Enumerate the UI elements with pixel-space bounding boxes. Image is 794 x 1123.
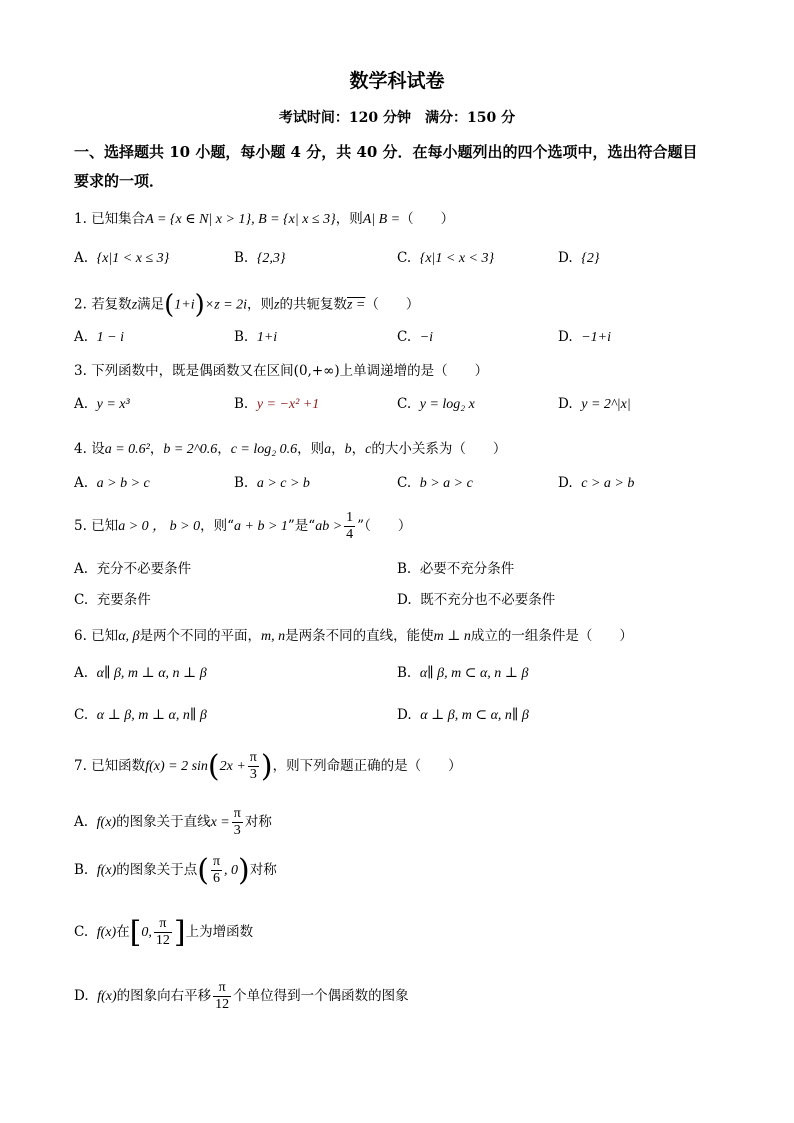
- q3-option-b: B. y = −x² +1: [234, 396, 320, 412]
- q7-option-a: A. f(x)的图象关于直线x = $\frac{\pi}{3}$ 对称: [74, 806, 272, 838]
- q2-option-d: D. −1+i: [558, 329, 612, 345]
- q7-option-c: C. f(x)在[0, $\frac{\pi}{12}$ ]上为增函数: [74, 915, 254, 950]
- q6-option-d: D. α ⊥ β, m ⊂ α, n∥ β: [397, 707, 529, 723]
- q3-option-a: A. y = x³: [74, 396, 130, 412]
- q4-option-d: D. c > a > b: [558, 475, 635, 491]
- q6-option-b: B. α∥ β, m ⊂ α, n ⊥ β: [397, 665, 529, 681]
- q5-option-b: B. 必要不充分条件: [397, 561, 515, 577]
- question-1: 1. 已知集合A = {x ∈ N| x > 1}, B = {x| x ≤ 3}，则A| B =（ ）: [74, 211, 455, 227]
- question-6: 6. 已知α, β是两个不同的平面，m, n是两条不同的直线，能使m ⊥ n成立的一组条件是（ ）: [74, 628, 633, 644]
- q1-option-c: C. {x|1 < x < 3}: [397, 250, 495, 266]
- q2-option-b: B. 1+i: [234, 329, 278, 345]
- set-b: , B = {x| x ≤ 3}: [251, 212, 336, 227]
- question-3: 3. 下列函数中，既是偶函数又在区间(0,+∞)上单调递增的是（ ）: [74, 363, 489, 379]
- q5-option-c: C. 充要条件: [74, 592, 151, 608]
- set-a: A = {x ∈ N| x > 1}: [145, 212, 252, 227]
- q2-option-c: C. −i: [397, 329, 434, 345]
- q4-option-c: C. b > a > c: [397, 475, 473, 491]
- q1-option-d: D. {2}: [558, 250, 600, 266]
- q7-option-b: B. f(x)的图象关于点( $\frac{\pi}{6}$ , 0)对称: [74, 853, 277, 888]
- q4-option-a: A. a > b > c: [74, 475, 150, 491]
- q6-option-c: C. α ⊥ β, m ⊥ α, n∥ β: [74, 707, 207, 723]
- q5-option-a: A. 充分不必要条件: [74, 561, 192, 577]
- q2-option-a: A. 1 − i: [74, 329, 124, 345]
- q7-option-d: D. f(x)的图象向右平移 $\frac{\pi}{12}$ 个单位得到一个偶函数的图象: [74, 980, 409, 1012]
- section-heading-line2: 要求的一项．: [74, 172, 165, 190]
- section-heading-line1: 一、选择题共 10 小题，每小题 4 分，共 40 分．在每小题列出的四个选项中，选出符合题目: [74, 143, 698, 161]
- q1-option-a: A. {x|1 < x ≤ 3}: [74, 250, 170, 266]
- q4-option-b: B. a > c > b: [234, 475, 310, 491]
- exam-info: 考试时间：120 分钟 满分：150 分: [278, 110, 516, 126]
- question-7: 7. 已知函数f(x) = 2 sin(2x + $\frac{\pi}{3}$ )，则下列命题正确的是（ ）: [74, 749, 462, 784]
- q3-option-c: C. y = log₂ x: [397, 396, 475, 412]
- q6-option-a: A. α∥ β, m ⊥ α, n ⊥ β: [74, 665, 207, 681]
- q1-option-b: B. {2,3}: [234, 250, 286, 266]
- q5-option-d: D. 既不充分也不必要条件: [397, 592, 556, 608]
- page-title: 数学科试卷: [349, 70, 445, 92]
- question-4: 4. 设a = 0.6²，b = 2^0.6，c = log₂ 0.6，则a，b，c的大小关系为（ ）: [74, 441, 507, 457]
- q3-option-d: D. y = 2^|x|: [558, 396, 631, 412]
- question-2: 2. 若复数z满足(1+i)×z = 2i，则z的共轭复数z =（ ）: [74, 290, 420, 320]
- question-5: 5. 已知a > 0 ， b > 0，则“a + b > 1”是“ab > $\frac{1}{4}$ ”（ ）: [74, 510, 412, 542]
